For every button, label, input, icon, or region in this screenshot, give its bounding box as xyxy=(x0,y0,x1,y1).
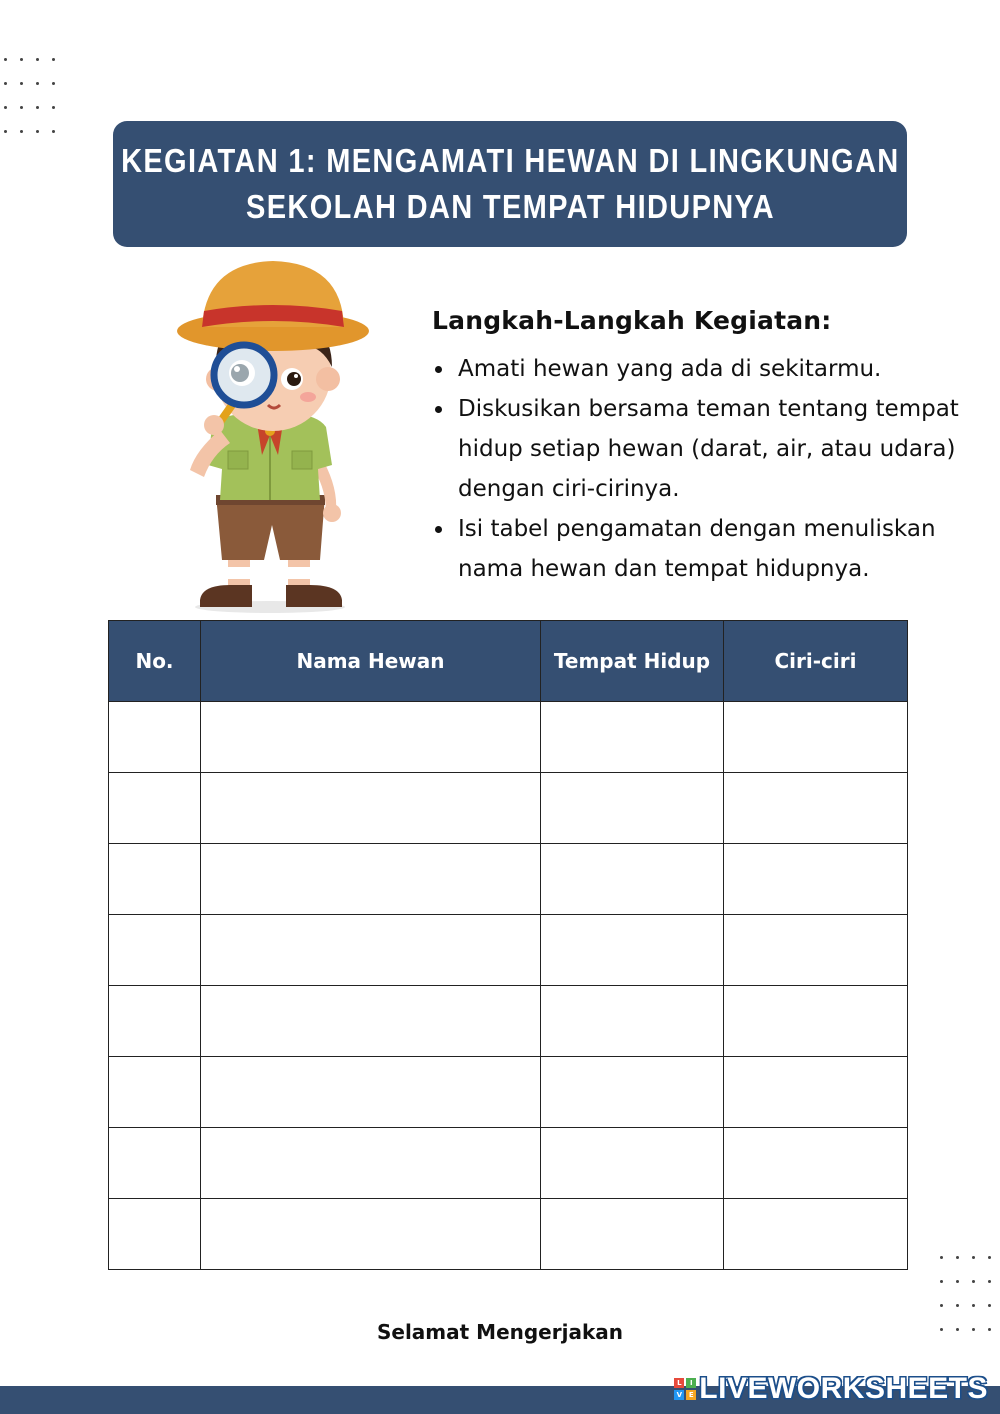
table-row xyxy=(109,986,908,1057)
steps-list xyxy=(432,349,992,589)
table-cell[interactable] xyxy=(541,1199,724,1270)
decorative-dot xyxy=(956,1280,959,1283)
header-nama-hewan: Nama Hewan xyxy=(201,621,541,702)
table-cell[interactable] xyxy=(541,915,724,986)
decorative-dot xyxy=(20,82,23,85)
step-line: Isi tabel pengamatan dengan menuliskan xyxy=(458,516,936,542)
step-line: hidup setiap hewan (darat, air, atau udara) xyxy=(458,436,956,462)
table-cell[interactable] xyxy=(724,1199,908,1270)
decorative-dot xyxy=(36,106,39,109)
step-line: Amati hewan yang ada di sekitarmu. xyxy=(458,356,882,382)
header-ciri-ciri: Ciri-ciri xyxy=(724,621,908,702)
table-cell[interactable] xyxy=(201,844,541,915)
table-row xyxy=(109,1128,908,1199)
decorative-dot xyxy=(4,106,7,109)
table-cell[interactable] xyxy=(724,773,908,844)
table-cell[interactable] xyxy=(201,702,541,773)
decorative-dot xyxy=(988,1280,991,1283)
step-item xyxy=(432,389,992,509)
decorative-dot xyxy=(4,130,7,133)
steps-heading: Langkah-Langkah Kegiatan: xyxy=(432,306,832,335)
decorative-dot xyxy=(940,1304,943,1307)
step-line: nama hewan dan tempat hidupnya. xyxy=(458,556,870,582)
brand-logo-letter: E xyxy=(686,1390,696,1400)
decorative-dot xyxy=(36,82,39,85)
table-row xyxy=(109,702,908,773)
table-cell[interactable] xyxy=(541,1057,724,1128)
table-cell[interactable] xyxy=(109,915,201,986)
brand-logo-letter: I xyxy=(686,1378,696,1388)
table-cell[interactable] xyxy=(201,1128,541,1199)
decorative-dot xyxy=(988,1256,991,1259)
table-cell[interactable] xyxy=(541,702,724,773)
explorer-kid-illustration xyxy=(160,255,385,615)
table-body xyxy=(109,702,908,1270)
title-line-1: KEGIATAN 1: MENGAMATI HEWAN DI LINGKUNGAN xyxy=(120,142,900,179)
table-cell[interactable] xyxy=(109,1128,201,1199)
table-cell[interactable] xyxy=(109,702,201,773)
step-line: dengan ciri-cirinya. xyxy=(458,476,680,502)
decorative-dot xyxy=(20,106,23,109)
decorative-dot xyxy=(20,58,23,61)
table-cell[interactable] xyxy=(201,915,541,986)
table-cell[interactable] xyxy=(109,1057,201,1128)
table-cell[interactable] xyxy=(724,702,908,773)
header-tempat-hidup: Tempat Hidup xyxy=(541,621,724,702)
header-no: No. xyxy=(109,621,201,702)
activity-steps xyxy=(432,306,992,589)
table-row xyxy=(109,1057,908,1128)
table-cell[interactable] xyxy=(109,844,201,915)
table-row xyxy=(109,915,908,986)
title-banner xyxy=(113,121,907,247)
decorative-dot xyxy=(940,1256,943,1259)
decorative-dot xyxy=(4,82,7,85)
table-cell[interactable] xyxy=(541,986,724,1057)
decorative-dot xyxy=(988,1304,991,1307)
table-row xyxy=(109,1199,908,1270)
table-cell[interactable] xyxy=(109,1199,201,1270)
step-item xyxy=(432,349,992,389)
table-cell[interactable] xyxy=(541,1128,724,1199)
closing-text: Selamat Mengerjakan xyxy=(376,1320,623,1344)
decorative-dot xyxy=(52,58,55,61)
decorative-dot xyxy=(940,1280,943,1283)
table-cell[interactable] xyxy=(724,986,908,1057)
decorative-dot xyxy=(972,1280,975,1283)
table-row xyxy=(109,844,908,915)
table-cell[interactable] xyxy=(201,1199,541,1270)
brand-name: LIVEWORKSHEETS xyxy=(699,1372,988,1405)
decorative-dot xyxy=(36,130,39,133)
decorative-dot xyxy=(956,1256,959,1259)
table-cell[interactable] xyxy=(724,915,908,986)
decorative-dot xyxy=(52,130,55,133)
table-cell[interactable] xyxy=(109,986,201,1057)
decorative-dot xyxy=(972,1256,975,1259)
observation-table xyxy=(108,620,908,1270)
table-cell[interactable] xyxy=(724,1128,908,1199)
dot-grid-top-left xyxy=(4,58,64,148)
decorative-dot xyxy=(52,106,55,109)
decorative-dot xyxy=(4,58,7,61)
table-cell[interactable] xyxy=(724,1057,908,1128)
table-cell[interactable] xyxy=(201,986,541,1057)
table-cell[interactable] xyxy=(109,773,201,844)
decorative-dot xyxy=(956,1304,959,1307)
decorative-dot xyxy=(52,82,55,85)
table-cell[interactable] xyxy=(201,773,541,844)
decorative-dot xyxy=(972,1304,975,1307)
table-cell[interactable] xyxy=(541,773,724,844)
brand-logo-icon xyxy=(674,1378,696,1400)
decorative-dot xyxy=(36,58,39,61)
brand-logo-letter: V xyxy=(674,1390,684,1400)
brand-logo-letter: L xyxy=(674,1378,684,1388)
table-cell[interactable] xyxy=(541,844,724,915)
decorative-dot xyxy=(20,130,23,133)
table-cell[interactable] xyxy=(724,844,908,915)
liveworksheets-brand[interactable] xyxy=(674,1372,988,1406)
table-row xyxy=(109,773,908,844)
title-line-2: SEKOLAH DAN TEMPAT HIDUPNYA xyxy=(245,188,775,225)
step-line: Diskusikan bersama teman tentang tempat xyxy=(458,396,959,422)
table-cell[interactable] xyxy=(201,1057,541,1128)
step-item xyxy=(432,509,992,589)
table-header-row xyxy=(109,621,908,702)
